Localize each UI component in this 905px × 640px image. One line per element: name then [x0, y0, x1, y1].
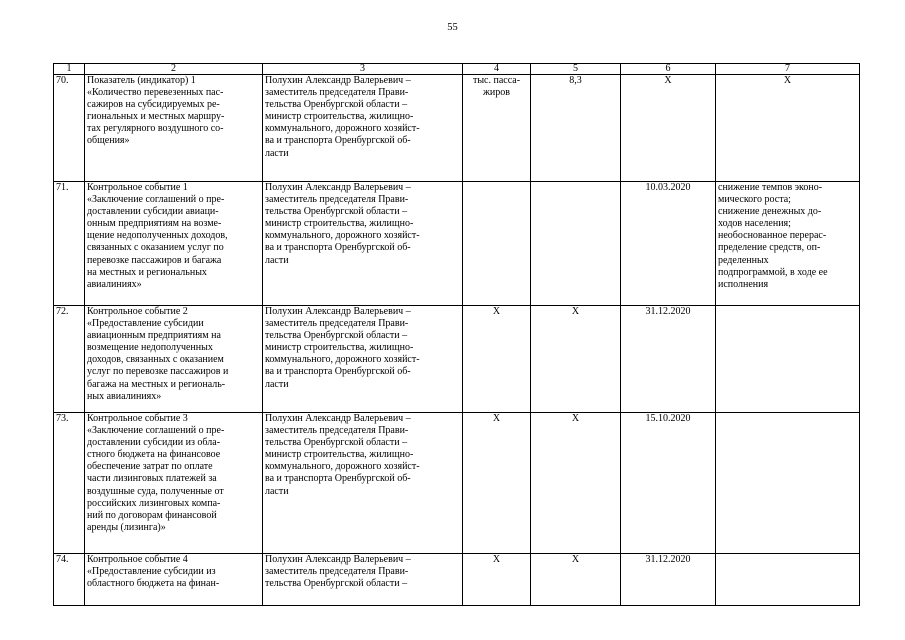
- column-header: 3: [263, 64, 463, 75]
- cell-line: стного бюджета на финансовое: [87, 449, 221, 461]
- row-number-cell: 74.: [54, 554, 85, 606]
- table-row: [54, 182, 860, 306]
- cell-line: багажа на местных и региональ-: [87, 378, 226, 390]
- responsible-cell: [263, 554, 463, 606]
- cell-line: ределенных: [718, 254, 769, 266]
- unit-cell: [463, 413, 531, 554]
- cell-line: связанных с оказанием услуг по: [87, 242, 224, 254]
- date-cell: 31.12.2020: [621, 554, 716, 606]
- cell-line: мического роста;: [718, 194, 791, 206]
- cell-line: «Предоставление субсидии: [87, 318, 204, 330]
- column-header: 4: [463, 64, 531, 75]
- cell-line: на местных и региональных: [87, 266, 207, 278]
- risk-cell: [716, 554, 860, 606]
- cell-line: ных авиалиниях»: [87, 390, 162, 402]
- responsible-cell: [263, 182, 463, 306]
- cell-line: доходов, связанных с оказанием: [87, 354, 224, 366]
- cell-line: Полухин Александр Валерьевич –: [265, 413, 411, 424]
- cell-line: Контрольное событие 2: [87, 306, 188, 317]
- column-header: 2: [85, 64, 263, 75]
- cell-line: тельства Оренбургской области –: [265, 578, 408, 590]
- cell-line: онным предприятиям на возме-: [87, 218, 222, 230]
- cell-line: ласти: [265, 254, 289, 266]
- date-cell: Х: [621, 75, 716, 182]
- cell-line: Х: [492, 306, 501, 317]
- cell-line: снижение темпов эконо-: [718, 182, 823, 193]
- row-number-cell: 73.: [54, 413, 85, 554]
- cell-line: ласти: [265, 147, 289, 159]
- cell-line: воздушные суда, полученные от: [87, 485, 224, 497]
- cell-line: заместитель председателя Прави-: [265, 87, 409, 99]
- responsible-cell: [263, 413, 463, 554]
- column-header: 1: [54, 64, 85, 75]
- cell-line: Контрольное событие 4: [87, 554, 188, 565]
- value-cell: 8,3: [531, 75, 621, 182]
- date-cell: 15.10.2020: [621, 413, 716, 554]
- cell-line: заместитель председателя Прави-: [265, 566, 409, 578]
- column-header: 7: [716, 64, 860, 75]
- page-number: 55: [447, 22, 458, 33]
- cell-line: сажиров на субсидируемых ре-: [87, 99, 220, 111]
- cell-line: тельства Оренбургской области –: [265, 437, 408, 449]
- cell-line: министр строительства, жилищно-: [265, 218, 414, 230]
- cell-line: министр строительства, жилищно-: [265, 449, 414, 461]
- cell-line: «Заключение соглашений о пре-: [87, 425, 225, 437]
- cell-line: «Предоставление субсидии из: [87, 566, 216, 578]
- table-row: [54, 306, 860, 413]
- cell-line: авиалиниях»: [87, 278, 142, 290]
- cell-line: ходов населения;: [718, 218, 791, 230]
- cell-line: коммунального, дорожного хозяйст-: [265, 230, 420, 242]
- responsible-cell: [263, 75, 463, 182]
- cell-line: услуг по перевозке пассажиров и: [87, 366, 229, 378]
- cell-line: «Количество перевезенных пас-: [87, 87, 224, 99]
- cell-line: Полухин Александр Валерьевич –: [265, 75, 411, 86]
- header-row: [54, 64, 860, 75]
- cell-line: ний по договорам финансовой: [87, 509, 217, 521]
- value-cell: [531, 182, 621, 306]
- cell-line: ва и транспорта Оренбургской об-: [265, 366, 411, 378]
- cell-line: общения»: [87, 135, 130, 147]
- name-cell: [85, 554, 263, 606]
- cell-line: ласти: [265, 485, 289, 497]
- cell-line: тельства Оренбургской области –: [265, 99, 408, 111]
- risk-cell: [716, 413, 860, 554]
- row-number-cell: 71.: [54, 182, 85, 306]
- cell-line: щение недополученных доходов,: [87, 230, 228, 242]
- cell-line: тельства Оренбургской области –: [265, 206, 408, 218]
- cell-line: областного бюджета на финан-: [87, 578, 220, 590]
- column-header: 6: [621, 64, 716, 75]
- cell-line: заместитель председателя Прави-: [265, 194, 409, 206]
- cell-line: доставлении субсидии авиаци-: [87, 206, 219, 218]
- date-cell: 31.12.2020: [621, 306, 716, 413]
- cell-line: Полухин Александр Валерьевич –: [265, 182, 411, 193]
- data-table: [53, 63, 860, 606]
- cell-line: снижение денежных до-: [718, 206, 822, 218]
- unit-cell: [463, 75, 531, 182]
- cell-line: заместитель председателя Прави-: [265, 318, 409, 330]
- cell-line: возмещение недополученных: [87, 342, 213, 354]
- cell-line: части лизинговых платежей за: [87, 473, 217, 485]
- value-cell: Х: [531, 413, 621, 554]
- cell-line: жиров: [483, 87, 510, 99]
- cell-line: ласти: [265, 378, 289, 390]
- cell-line: авиационным предприятиям на: [87, 330, 221, 342]
- row-number-cell: 72.: [54, 306, 85, 413]
- cell-line: перевозке пассажиров и багажа: [87, 254, 222, 266]
- cell-line: пределение средств, оп-: [718, 242, 821, 254]
- risk-cell: [716, 75, 860, 182]
- cell-line: министр строительства, жилищно-: [265, 342, 414, 354]
- cell-line: Показатель (индикатор) 1: [87, 75, 196, 86]
- table-row: [54, 554, 860, 606]
- cell-line: ва и транспорта Оренбургской об-: [265, 242, 411, 254]
- cell-line: Полухин Александр Валерьевич –: [265, 306, 411, 317]
- column-header: 5: [531, 64, 621, 75]
- cell-line: тах регулярного воздушного со-: [87, 123, 224, 135]
- cell-line: «Заключение соглашений о пре-: [87, 194, 225, 206]
- value-cell: Х: [531, 554, 621, 606]
- unit-cell: [463, 554, 531, 606]
- date-cell: 10.03.2020: [621, 182, 716, 306]
- responsible-cell: [263, 306, 463, 413]
- value-cell: Х: [531, 306, 621, 413]
- table-row: [54, 75, 860, 182]
- unit-cell: [463, 182, 531, 306]
- cell-line: коммунального, дорожного хозяйст-: [265, 123, 420, 135]
- name-cell: [85, 75, 263, 182]
- cell-line: тельства Оренбургской области –: [265, 330, 408, 342]
- cell-line: необоснованное перерас-: [718, 230, 827, 242]
- cell-line: министр строительства, жилищно-: [265, 111, 414, 123]
- cell-line: заместитель председателя Прави-: [265, 425, 409, 437]
- cell-line: Х: [783, 75, 792, 86]
- cell-line: аренды (лизинга)»: [87, 521, 166, 533]
- name-cell: [85, 306, 263, 413]
- cell-line: Контрольное событие 3: [87, 413, 188, 424]
- cell-line: доставлении субсидии из обла-: [87, 437, 221, 449]
- cell-line: тыс. пасса-: [472, 75, 521, 86]
- cell-line: Х: [492, 554, 501, 565]
- cell-line: российских лизинговых компа-: [87, 497, 221, 509]
- row-number-cell: 70.: [54, 75, 85, 182]
- risk-cell: [716, 182, 860, 306]
- name-cell: [85, 182, 263, 306]
- cell-line: ва и транспорта Оренбургской об-: [265, 135, 411, 147]
- cell-line: подпрограммой, в ходе ее: [718, 266, 828, 278]
- cell-line: Контрольное событие 1: [87, 182, 188, 193]
- risk-cell: [716, 306, 860, 413]
- cell-line: коммунального, дорожного хозяйст-: [265, 461, 420, 473]
- unit-cell: [463, 306, 531, 413]
- cell-line: Полухин Александр Валерьевич –: [265, 554, 411, 565]
- cell-line: гиональных и местных маршру-: [87, 111, 225, 123]
- table-row: [54, 413, 860, 554]
- cell-line: обеспечение затрат по оплате: [87, 461, 213, 473]
- name-cell: [85, 413, 263, 554]
- cell-line: ва и транспорта Оренбургской об-: [265, 473, 411, 485]
- cell-line: Х: [492, 413, 501, 424]
- cell-line: коммунального, дорожного хозяйст-: [265, 354, 420, 366]
- cell-line: исполнения: [718, 278, 769, 290]
